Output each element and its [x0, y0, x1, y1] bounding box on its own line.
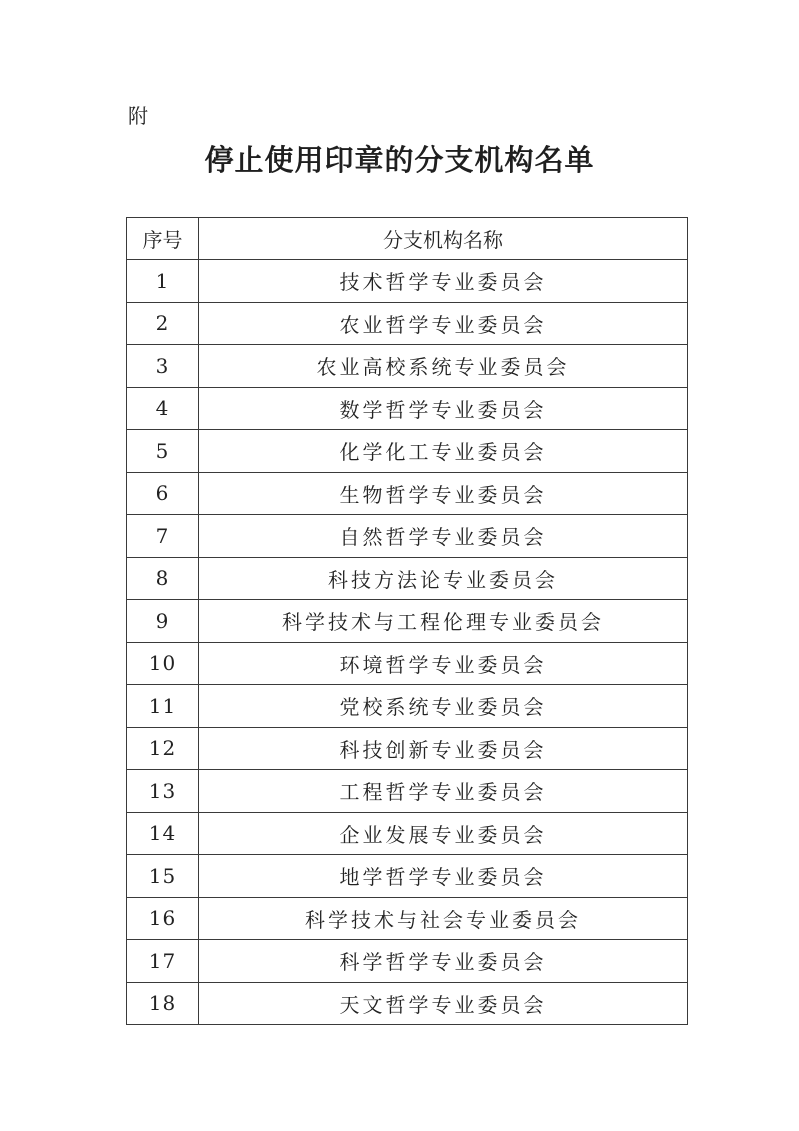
table-row: [127, 940, 688, 983]
table-row: [127, 302, 688, 345]
row-index: 5: [127, 430, 199, 473]
row-index: 14: [127, 812, 199, 855]
branch-name: 技术哲学专业委员会: [199, 260, 688, 303]
row-index: 13: [127, 770, 199, 813]
branch-name: 数学哲学专业委员会: [199, 387, 688, 430]
branch-name: 党校系统专业委员会: [199, 685, 688, 728]
row-index: 3: [127, 345, 199, 388]
table-row: [127, 557, 688, 600]
branch-name: 科学技术与社会专业委员会: [199, 897, 688, 940]
table-row: [127, 770, 688, 813]
branch-name: 科学哲学专业委员会: [199, 940, 688, 983]
table-row: [127, 345, 688, 388]
row-index: 7: [127, 515, 199, 558]
table-row: [127, 600, 688, 643]
table-row: [127, 642, 688, 685]
branch-name: 环境哲学专业委员会: [199, 642, 688, 685]
table-row: [127, 430, 688, 473]
table-row: [127, 260, 688, 303]
branch-name: 企业发展专业委员会: [199, 812, 688, 855]
branch-name: 工程哲学专业委员会: [199, 770, 688, 813]
branch-name: 自然哲学专业委员会: [199, 515, 688, 558]
branch-name: 化学化工专业委员会: [199, 430, 688, 473]
row-index: 15: [127, 855, 199, 898]
row-index: 16: [127, 897, 199, 940]
row-index: 10: [127, 642, 199, 685]
row-index: 17: [127, 940, 199, 983]
row-index: 8: [127, 557, 199, 600]
row-index: 2: [127, 302, 199, 345]
row-index: 6: [127, 472, 199, 515]
table-row: [127, 982, 688, 1025]
row-index: 11: [127, 685, 199, 728]
branch-name: 地学哲学专业委员会: [199, 855, 688, 898]
branch-name: 科学技术与工程伦理专业委员会: [199, 600, 688, 643]
row-index: 1: [127, 260, 199, 303]
branch-list-table: [126, 217, 688, 1025]
table-row: [127, 472, 688, 515]
table-row: [127, 855, 688, 898]
table-row: [127, 387, 688, 430]
row-index: 4: [127, 387, 199, 430]
table-row: [127, 727, 688, 770]
table-header-row: [127, 218, 688, 260]
table-row: [127, 812, 688, 855]
column-header-index: 序号: [127, 218, 199, 260]
branch-name: 科技创新专业委员会: [199, 727, 688, 770]
branch-name: 生物哲学专业委员会: [199, 472, 688, 515]
branch-name: 农业高校系统专业委员会: [199, 345, 688, 388]
page-title: 停止使用印章的分支机构名单: [204, 143, 595, 177]
branch-name: 科技方法论专业委员会: [199, 557, 688, 600]
row-index: 18: [127, 982, 199, 1025]
row-index: 9: [127, 600, 199, 643]
attachment-label: 附: [128, 104, 148, 128]
branch-name: 天文哲学专业委员会: [199, 982, 688, 1025]
row-index: 12: [127, 727, 199, 770]
table-row: [127, 897, 688, 940]
table-row: [127, 685, 688, 728]
table-row: [127, 515, 688, 558]
column-header-name: 分支机构名称: [199, 218, 688, 260]
branch-name: 农业哲学专业委员会: [199, 302, 688, 345]
